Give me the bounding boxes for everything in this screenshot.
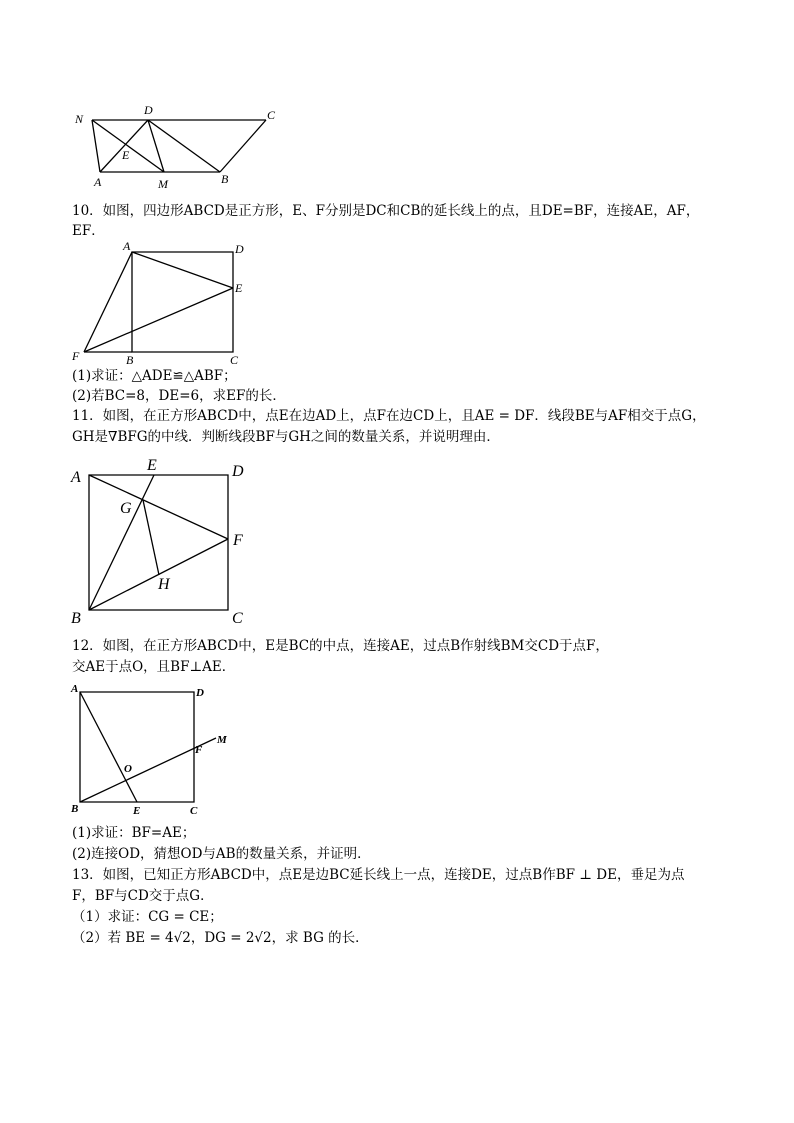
label-B: B [71,610,81,627]
figure-q11 [70,455,260,630]
label-N: N [75,112,84,126]
label-F: F [233,532,243,549]
q10-sub2: (2)若BC=8，DE=6，求EF的长． [72,388,286,404]
label-F: F [195,744,203,756]
label-E: E [133,805,141,817]
label-A: A [71,469,81,486]
q10-line1: 10．如图，四边形ABCD是正方形，E、F分别是DC和CB的延长线上的点，且DE=BF，连接AE，AF， [72,203,700,219]
q10-line2: EF． [72,223,105,239]
q13-sub1: （1）求证：CG = CE； [72,909,223,925]
label-M: M [158,177,168,191]
figure-q10 [70,238,255,368]
label-A: A [123,239,131,253]
label-M: M [217,734,227,746]
label-D: D [196,687,204,699]
q12-sub1: (1)求证：BF=AE； [72,825,196,841]
label-C: C [232,610,243,627]
q12-line2: 交AE于点O，且BF⊥AE． [72,659,236,675]
label-C: C [230,353,239,367]
q13-line2: F，BF与CD交于点G． [72,888,214,904]
label-D: D [232,463,244,480]
q12-sub2: (2)连接OD，猜想OD与AB的数量关系，并证明． [72,846,371,862]
q11-line1: 11．如图，在正方形ABCD中，点E在边AD上，点F在边CD上，且AE = DF．线段BE与AF相交于点G， [72,408,706,424]
label-O: O [124,763,132,775]
q11-line2: GH是∇BFG的中线．判断线段BF与GH之间的数量关系，并说明理由． [72,429,500,445]
label-F: F [72,349,80,363]
q13-sub2: （2）若 BE = 4√2，DG = 2√2，求 BG 的长． [72,930,369,946]
label-D: D [235,242,244,256]
label-E: E [147,457,157,474]
label-B: B [126,353,134,367]
label-A: A [94,175,102,189]
q10-sub1: (1)求证：△ADE≌△ABF； [72,368,237,384]
q12-line1: 12．如图，在正方形ABCD中，E是BC的中点，连接AE，过点B作射线BM交CD于点F， [72,638,609,654]
label-H: H [158,576,170,593]
label-C: C [190,805,198,817]
label-B: B [221,172,229,186]
label-B: B [71,803,79,815]
label-D: D [144,103,153,117]
label-E: E [122,148,130,162]
q13-line1: 13．如图，已知正方形ABCD中，点E是边BC延长线上一点，连接DE，过点B作BF ⊥ DE，垂足为点 [72,867,685,883]
figure-q12 [70,682,240,822]
label-G: G [120,500,132,517]
figure-q9 [70,100,290,195]
label-E: E [235,281,243,295]
label-A: A [71,683,79,695]
label-C: C [267,108,276,122]
